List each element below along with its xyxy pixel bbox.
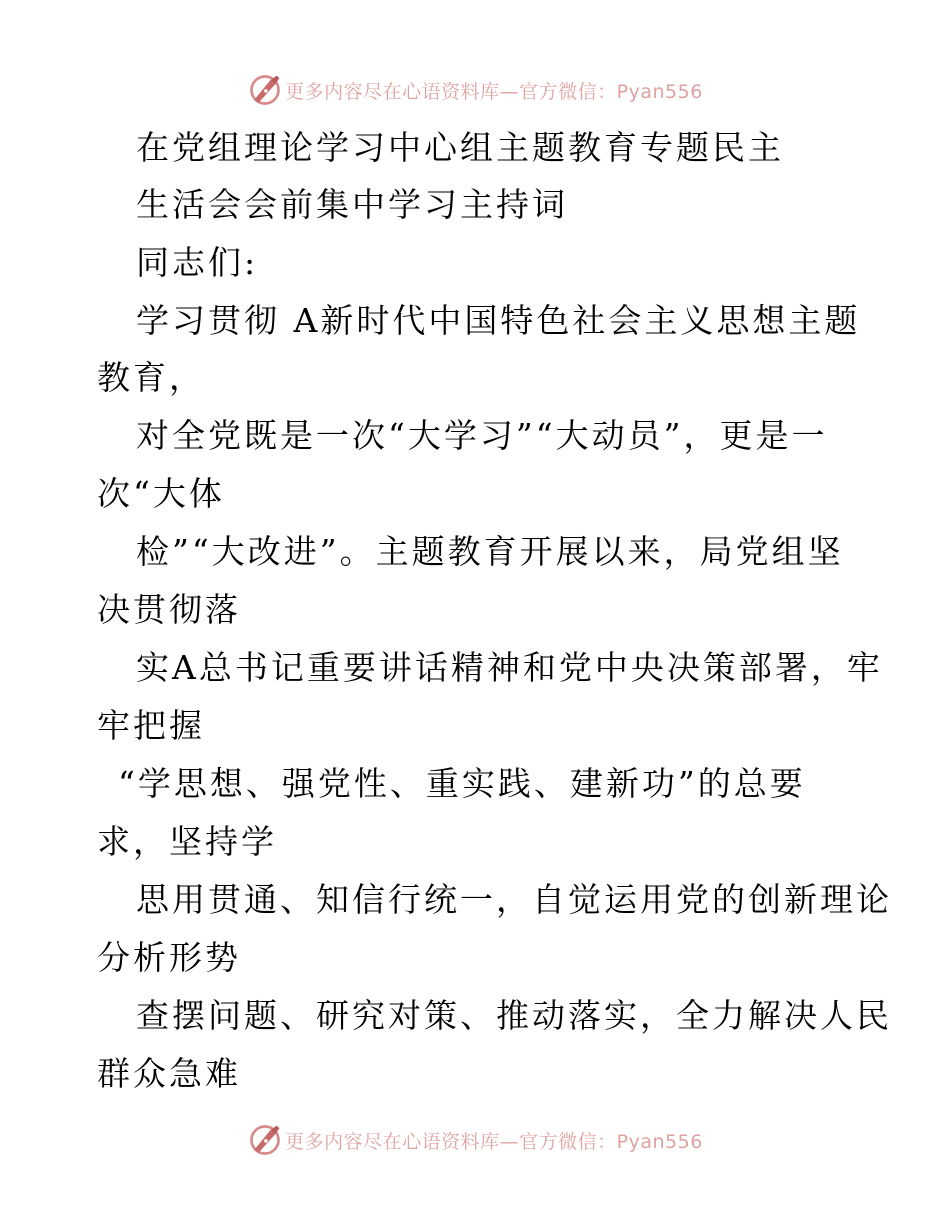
body-line: 检”“大改进”。主题教育开展以来，局党组坚	[136, 532, 844, 571]
header-watermark	[0, 70, 950, 110]
body-line: 决贯彻落	[97, 590, 241, 629]
pen-nib-logo-icon	[247, 72, 283, 108]
body-line: “学思想、强党性、重实践、建新功”的总要	[118, 764, 806, 803]
body-line: 对全党既是一次“大学习”“大动员”，更是一	[136, 416, 828, 455]
salutation: 同志们:	[136, 243, 259, 282]
watermark-text: 更多内容尽在心语资料库—官方微信：Pyan556	[285, 1130, 703, 1153]
body-line: 查摆问题、研究对策、推动落实，全力解决人民	[136, 996, 892, 1035]
body-line: 求，坚持学	[97, 822, 277, 861]
body-line: 牢把握	[97, 706, 205, 745]
title-line-1: 在党组理论学习中心组主题教育专题民主	[136, 128, 784, 167]
title-line-2: 生活会会前集中学习主持词	[136, 185, 568, 224]
footer-watermark	[0, 1120, 950, 1160]
body-line: 教育，	[97, 358, 205, 397]
body-line: 实A总书记重要讲话精神和党中央决策部署，牢	[136, 648, 883, 687]
body-line: 分析形势	[97, 938, 241, 977]
pen-nib-logo-icon	[247, 1122, 283, 1158]
body-line: 群众急难	[97, 1054, 241, 1093]
body-line: 思用贯通、知信行统一，自觉运用党的创新理论	[136, 880, 892, 919]
body-line: 学习贯彻 A新时代中国特色社会主义思想主题	[136, 301, 861, 340]
body-line: 次“大体	[97, 474, 225, 513]
watermark-text: 更多内容尽在心语资料库—官方微信：Pyan556	[285, 80, 703, 103]
